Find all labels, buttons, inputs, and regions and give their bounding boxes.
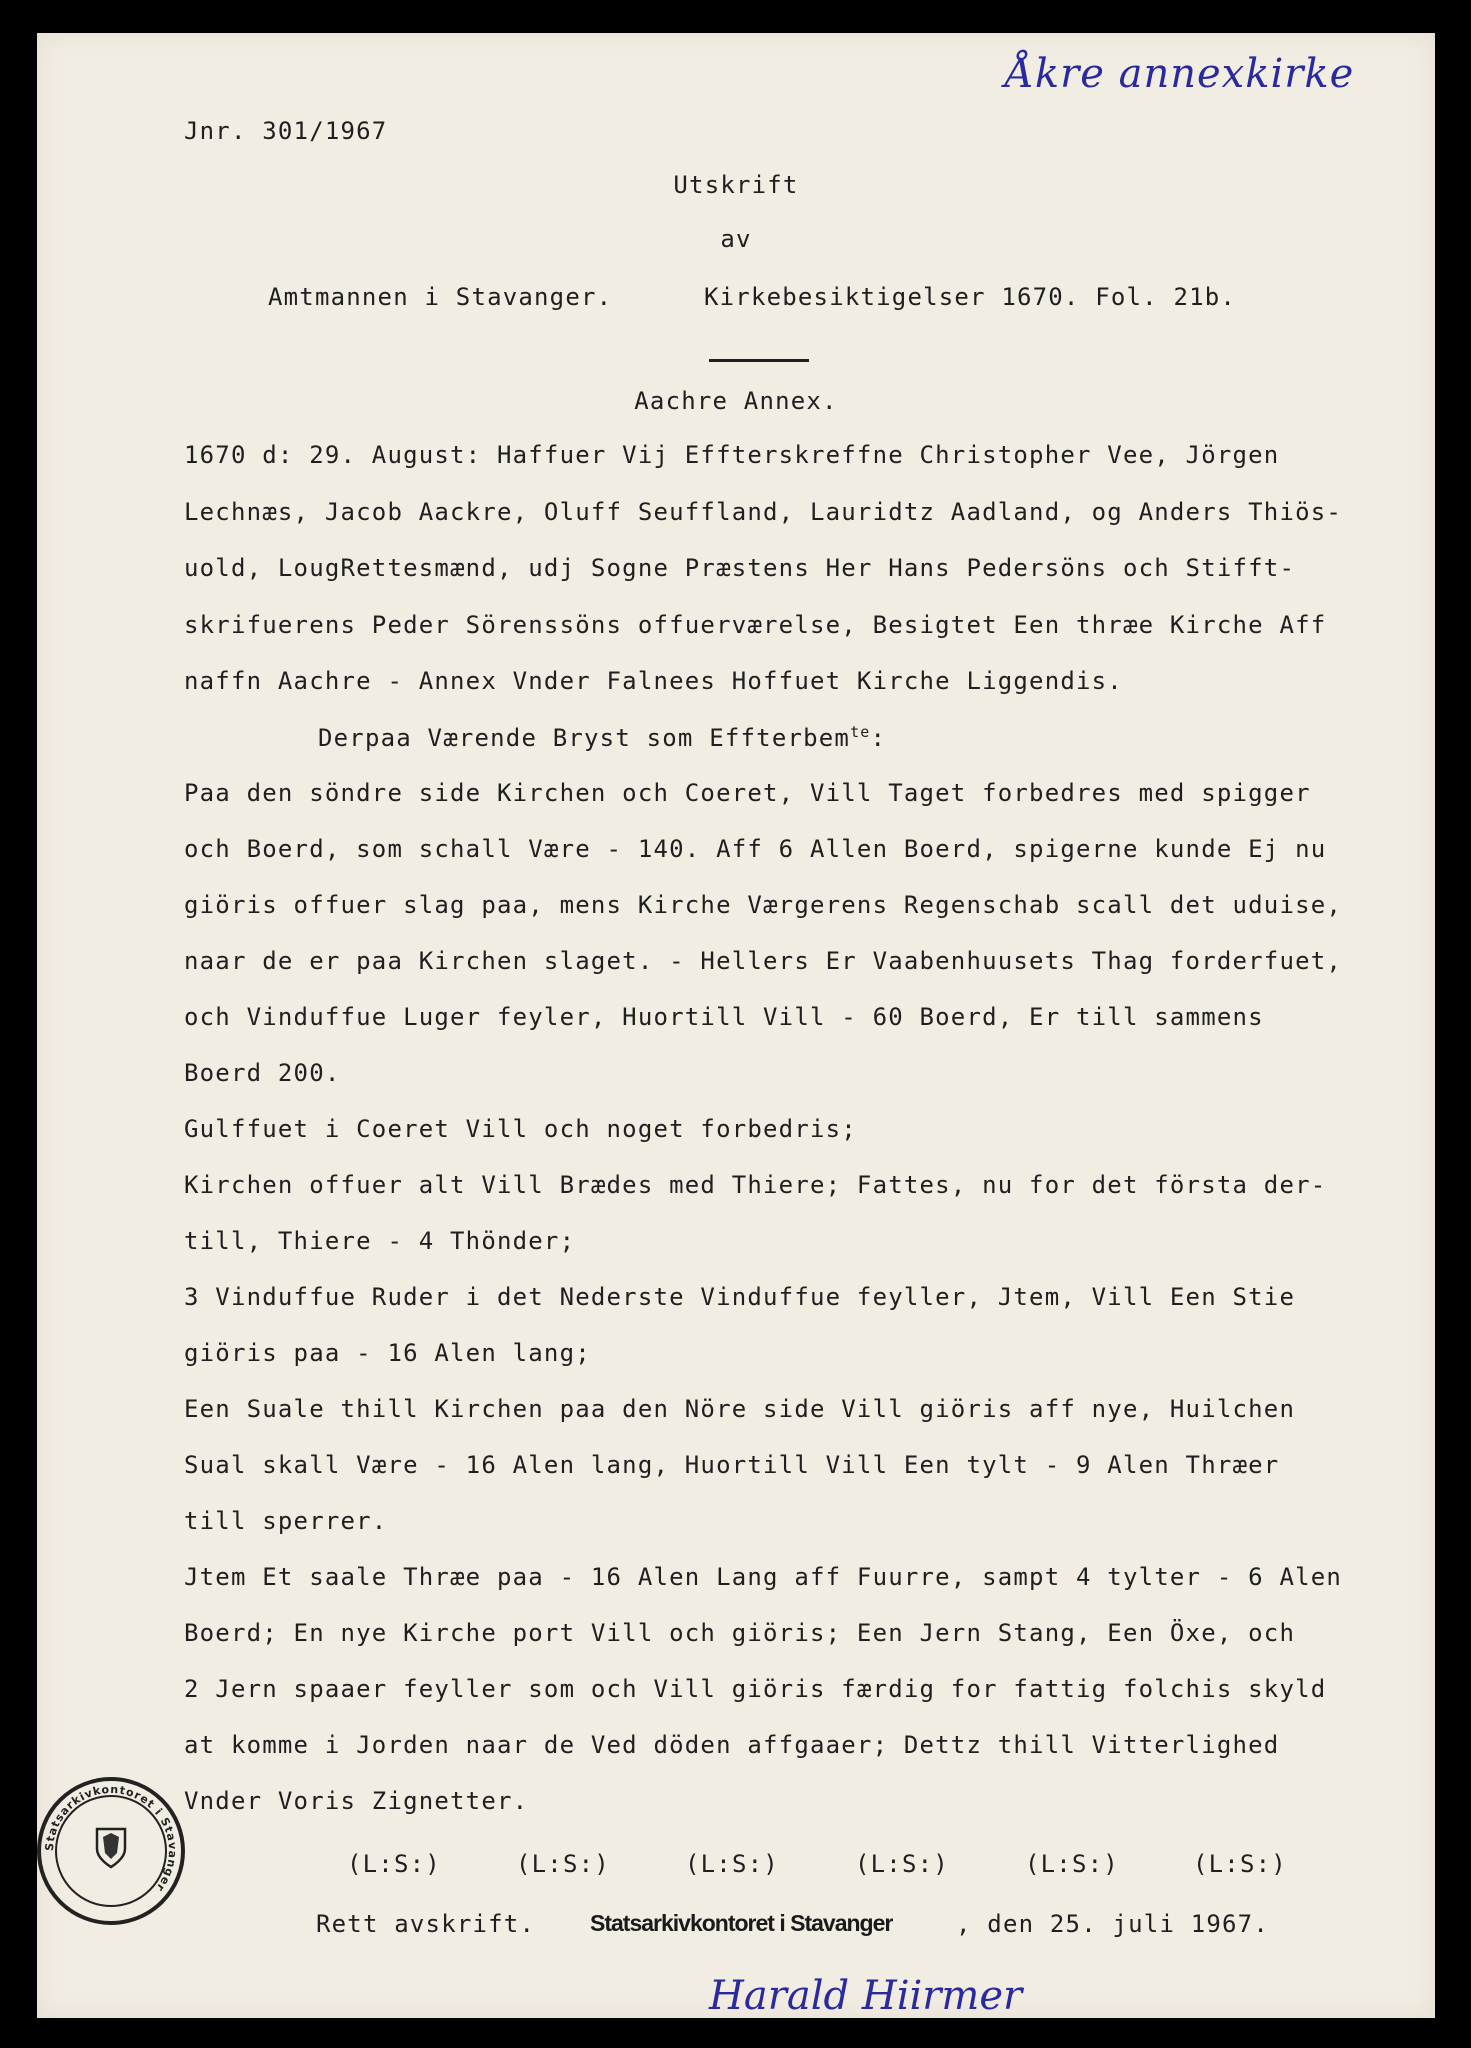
body-line: at komme i Jorden naar de Ved döden affgaaer; Dettz thill Vitterlighed — [184, 1731, 1280, 1759]
heading-underline — [709, 359, 809, 362]
seal-mark: (L:S:) — [855, 1850, 949, 1878]
signature: Harald Hiirmer — [709, 1973, 1023, 2019]
body-line: skrifuerens Peder Sörenssöns offuerværelse, Besigtet Een thræe Kirche Aff — [184, 611, 1327, 639]
heading-av: av — [720, 225, 752, 253]
derpaa-line — [318, 723, 886, 752]
body-line: 1670 d: 29. August: Haffuer Vij Effterskreffne Christopher Vee, Jörgen — [184, 441, 1280, 469]
body-line: Lechnæs, Jacob Aackre, Oluff Seuffland, Lauridtz Aadland, og Anders Thiös- — [184, 498, 1343, 526]
derpaa-superscript: te — [850, 723, 871, 741]
body-line: Kirchen offuer alt Vill Brædes med Thiere; Fattes, nu for det första der- — [184, 1171, 1327, 1199]
body-line: naffn Aachre - Annex Vnder Falnees Hoffuet Kirche Liggendis. — [184, 667, 1123, 695]
round-office-stamp — [37, 1777, 185, 1925]
seal-mark: (L:S:) — [1025, 1850, 1119, 1878]
heading-title: Utskrift — [673, 171, 799, 199]
body-line: Een Suale thill Kirchen paa den Nöre side Vill giöris aff nye, Huilchen — [184, 1395, 1296, 1423]
body-line: Sual skall Være - 16 Alen lang, Huortill Vill Een tylt - 9 Alen Thræer — [184, 1451, 1280, 1479]
body-line: 2 Jern spaaer feyller som och Vill giöris færdig for fattig folchis skyld — [184, 1675, 1327, 1703]
body-line: Boerd 200. — [184, 1059, 341, 1087]
body-line: till sperrer. — [184, 1507, 388, 1535]
certification-prefix: Rett avskrift. — [316, 1910, 536, 1938]
derpaa-colon: : — [870, 724, 887, 752]
handwritten-annotation: Åkre annexkirke — [1005, 51, 1355, 97]
seal-mark: (L:S:) — [347, 1850, 441, 1878]
journal-number: Jnr. 301/1967 — [184, 117, 388, 145]
body-line: 3 Vinduffue Ruder i det Nederste Vinduffue feyller, Jtem, Vill Een Stie — [184, 1283, 1296, 1311]
body-line: till, Thiere - 4 Thönder; — [184, 1227, 576, 1255]
stamp-ring-label: Statsarkivkontoret i Stavanger — [42, 1782, 180, 1895]
body-line: och Boerd, som schall Være - 140. Aff 6 Allen Boerd, spigerne kunde Ej nu — [184, 835, 1327, 863]
body-line: giöris paa - 16 Alen lang; — [184, 1339, 591, 1367]
seal-mark: (L:S:) — [1193, 1850, 1287, 1878]
body-line: Gulffuet i Coeret Vill och noget forbedris; — [184, 1115, 857, 1143]
body-line: uold, LougRettesmænd, udj Sogne Præstens Her Hans Pedersöns och Stifft- — [184, 554, 1296, 582]
derpaa-text: Derpaa Værende Bryst som Effterbem — [318, 724, 851, 752]
seal-mark: (L:S:) — [685, 1850, 779, 1878]
body-line: och Vinduffue Luger feyler, Huortill Vill - 60 Boerd, Er till sammens — [184, 1003, 1264, 1031]
office-stamp-text: Statsarkivkontoret i Stavanger — [590, 1910, 893, 1936]
seal-mark: (L:S:) — [516, 1850, 610, 1878]
section-title: Aachre Annex. — [634, 387, 838, 415]
body-line: Paa den söndre side Kirchen och Coeret, Vill Taget forbedres med spigger — [184, 779, 1311, 807]
body-line: giöris offuer slag paa, mens Kirche Værgerens Regenschab scall det uduise, — [184, 891, 1343, 919]
coat-of-arms-icon — [93, 1825, 129, 1871]
certification-date: , den 25. juli 1967. — [956, 1910, 1269, 1938]
body-line: Boerd; En nye Kirche port Vill och giöris; Een Jern Stang, Een Öxe, och — [184, 1619, 1296, 1647]
body-line: Jtem Et saale Thræe paa - 16 Alen Lang aff Fuurre, sampt 4 tylter - 6 Alen — [184, 1563, 1343, 1591]
body-line: naar de er paa Kirchen slaget. - Hellers Er Vaabenhuusets Thag forderfuet, — [184, 947, 1343, 975]
document-page — [37, 33, 1435, 2018]
heading-reference: Kirkebesiktigelser 1670. Fol. 21b. — [704, 283, 1237, 311]
heading-source: Amtmannen i Stavanger. — [268, 283, 613, 311]
body-line: Vnder Voris Zignetter. — [184, 1787, 529, 1815]
